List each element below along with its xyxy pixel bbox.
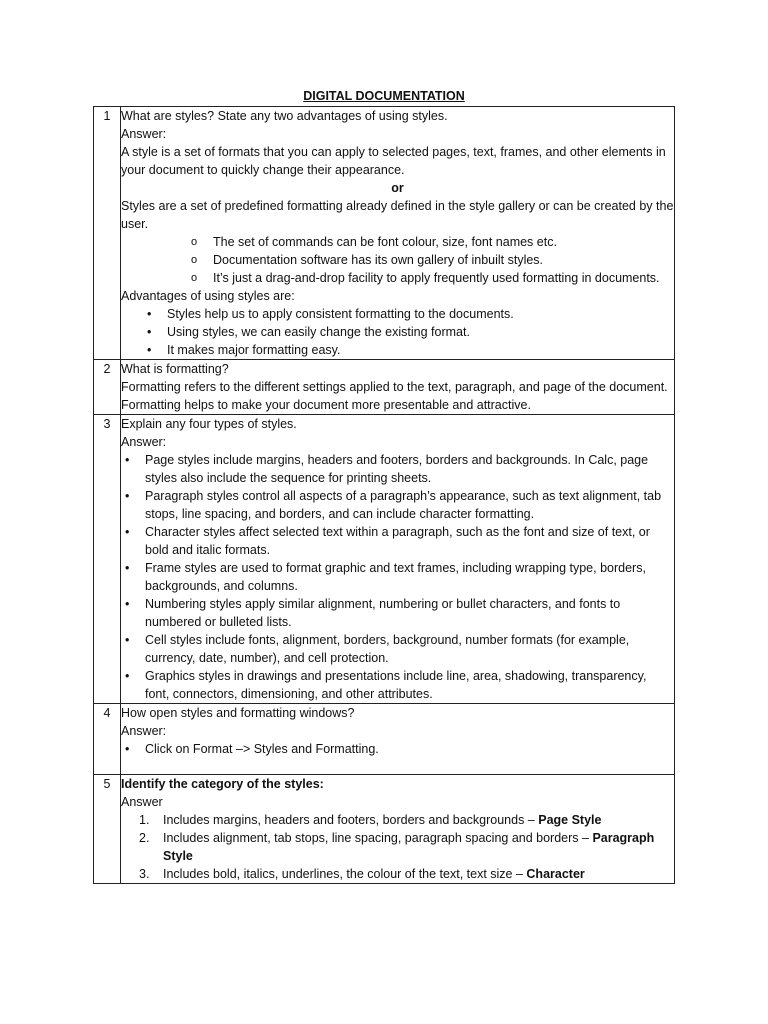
list-item: • Styles help us to apply consistent formatting to the documents. — [121, 305, 674, 323]
question-content — [121, 360, 675, 415]
question-row-5 — [94, 775, 675, 884]
answer-label: Answer: — [121, 435, 167, 449]
question-row-4 — [94, 704, 675, 775]
question-content — [121, 107, 675, 360]
steps-list — [121, 740, 674, 758]
list-item — [121, 811, 674, 829]
question-row-1 — [94, 107, 675, 360]
page-title: DIGITAL DOCUMENTATION — [303, 89, 465, 103]
answer-definition: A style is a set of formats that you can apply to selected pages, text, frames, and other elements in your document to quickly change their appearance. — [121, 145, 666, 177]
item-text: Includes bold, italics, underlines, the colour of the text, text size – — [163, 867, 527, 881]
list-item: • Numbering styles apply similar alignment, numbering or bullet characters, and fonts to numbered or bulleted lists. — [121, 595, 674, 631]
item-answer: Character — [526, 867, 585, 881]
questions-table — [93, 106, 675, 884]
list-item: o It’s just a drag-and-drop facility to apply frequently used formatting in documents. — [121, 269, 674, 287]
question-text: Explain any four types of styles. — [121, 417, 297, 431]
list-item: • Graphics styles in drawings and presentations include line, area, shadowing, transparency, font, connectors, dimensioning, and other attributes. — [121, 667, 674, 703]
list-number: 1. — [139, 813, 150, 827]
list-item: • Page styles include margins, headers and footers, borders and backgrounds. In Calc, page styles also include the sequence for printing sheets. — [121, 451, 674, 487]
item-answer: Page Style — [538, 813, 602, 827]
question-row-3 — [94, 415, 675, 704]
question-text: How open styles and formatting windows? — [121, 706, 355, 720]
list-item: • Character styles affect selected text within a paragraph, such as the font and size of text, or bold and italic formats. — [121, 523, 674, 559]
category-list — [121, 811, 674, 883]
list-item: • Cell styles include fonts, alignment, borders, background, number formats (for example, currency, date, number), and cell protection. — [121, 631, 674, 667]
question-number: 1 — [94, 107, 121, 360]
list-item — [121, 829, 674, 865]
list-number: 2. — [139, 831, 150, 845]
question-row-2 — [94, 360, 675, 415]
question-content — [121, 775, 675, 884]
item-text: Includes margins, headers and footers, borders and backgrounds – — [163, 813, 539, 827]
answer-text: Formatting refers to the different settings applied to the text, paragraph, and page of the document. Formatting helps to make your document more presentable and attractive. — [121, 380, 668, 412]
advantages-label: Advantages of using styles are: — [121, 289, 295, 303]
answer-definition-alt: Styles are a set of predefined formatting already defined in the style gallery or can be created by the user. — [121, 199, 674, 231]
list-item: o Documentation software has its own gallery of inbuilt styles. — [121, 251, 674, 269]
list-item — [121, 865, 674, 883]
list-item: • Paragraph styles control all aspects of a paragraph’s appearance, such as text alignment, tab stops, line spacing, and borders, and can include character formatting. — [121, 487, 674, 523]
style-types-list — [121, 451, 674, 703]
list-item: • Click on Format –> Styles and Formatting. — [121, 740, 674, 758]
question-content — [121, 704, 675, 775]
list-item: o The set of commands can be font colour, size, font names etc. — [121, 233, 674, 251]
list-number: 3. — [139, 867, 150, 881]
question-content — [121, 415, 675, 704]
question-number: 4 — [94, 704, 121, 775]
list-item: • Frame styles are used to format graphic and text frames, including wrapping type, borders, backgrounds, and columns. — [121, 559, 674, 595]
question-text: What are styles? State any two advantages of using styles. — [121, 109, 448, 123]
list-item: • It makes major formatting easy. — [121, 341, 674, 359]
question-number: 3 — [94, 415, 121, 704]
answer-label: Answer — [121, 795, 163, 809]
question-number: 5 — [94, 775, 121, 884]
list-item: • Using styles, we can easily change the existing format. — [121, 323, 674, 341]
answer-label: Answer: — [121, 127, 167, 141]
item-text: Includes alignment, tab stops, line spacing, paragraph spacing and borders – — [163, 831, 593, 845]
item-answer: Paragraph Style — [163, 831, 655, 863]
question-text: Identify the category of the styles: — [121, 777, 324, 791]
answer-label: Answer: — [121, 724, 167, 738]
or-separator: or — [391, 181, 404, 195]
question-number: 2 — [94, 360, 121, 415]
question-text: What is formatting? — [121, 362, 229, 376]
sub-point-list — [121, 233, 674, 287]
advantages-list — [121, 305, 674, 359]
